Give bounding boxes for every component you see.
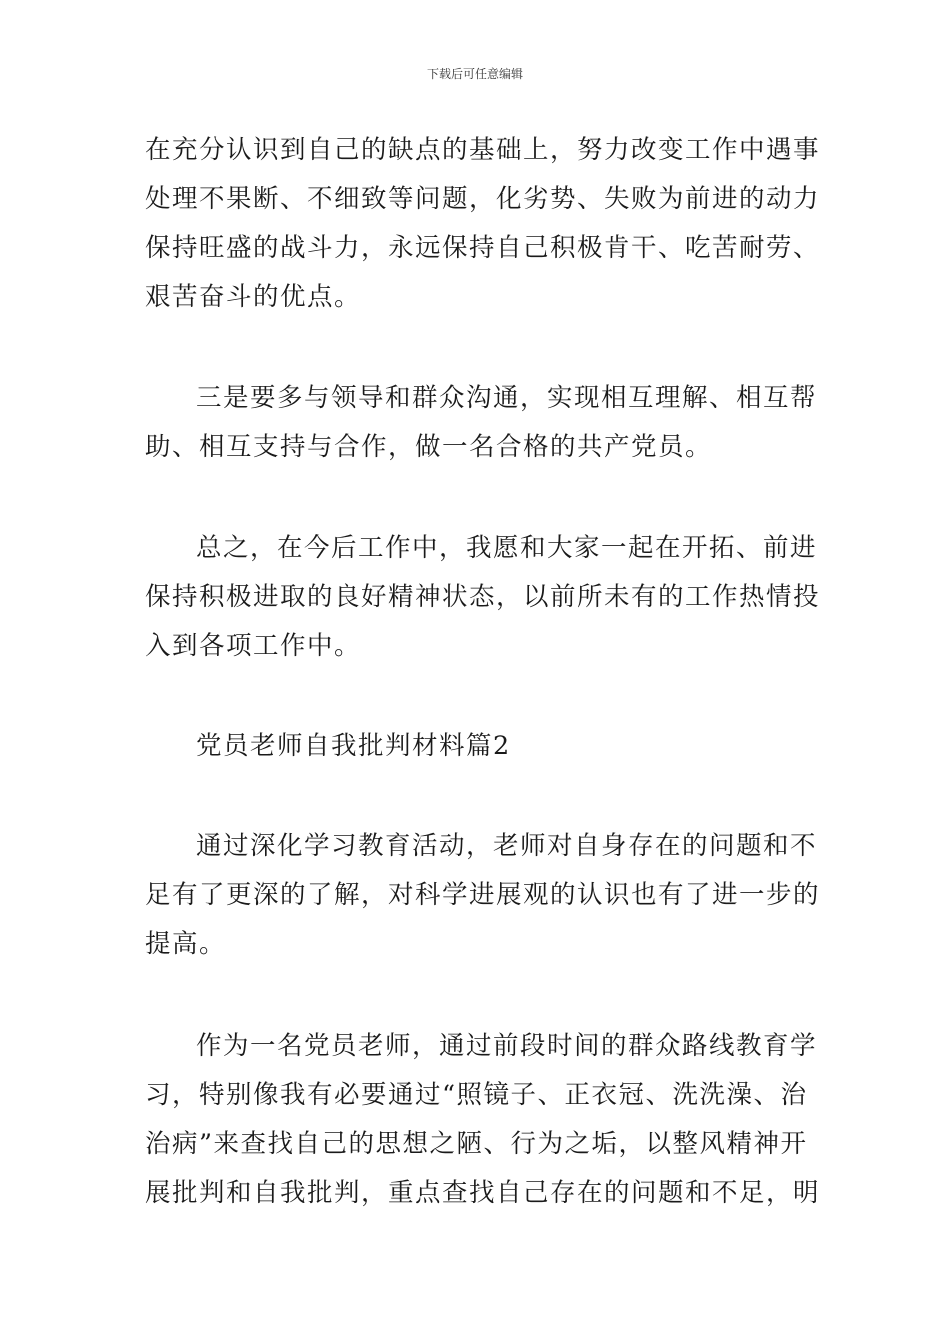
page-header: 下载后可任意编辑 <box>426 67 523 81</box>
paragraph-line: 三是要多与领导和群众沟通，实现相互理解、相互帮 <box>196 383 818 413</box>
paragraph-line: 展批判和自我批判，重点查找自己存在的问题和不足，明 <box>145 1178 821 1208</box>
section-heading: 党员老师自我批判材料篇2 <box>196 731 511 761</box>
paragraph-line: 通过深化学习教育活动，老师对自身存在的问题和不 <box>196 831 818 861</box>
paragraph-line: 保持旺盛的战斗力，永远保持自己积极肯干、吃苦耐劳、 <box>145 233 821 263</box>
paragraph-line: 艰苦奋斗的优点。 <box>145 282 362 312</box>
paragraph-line: 在充分认识到自己的缺点的基础上，努力改变工作中遇事 <box>145 135 821 165</box>
paragraph-line: 提高。 <box>145 929 227 959</box>
paragraph-line: 入到各项工作中。 <box>145 631 362 661</box>
paragraph-line: 助、相互支持与合作，做一名合格的共产党员。 <box>145 432 713 462</box>
paragraph-line: 足有了更深的了解，对科学进展观的认识也有了进一步的 <box>145 880 821 910</box>
paragraph-line: 习，特别像我有必要通过“照镜子、正衣冠、洗洗澡、治 <box>145 1080 808 1110</box>
paragraph-line: 治病”来查找自己的思想之陋、行为之垢，以整风精神开 <box>145 1129 808 1159</box>
paragraph-line: 总之，在今后工作中，我愿和大家一起在开拓、前进 <box>196 533 818 563</box>
paragraph-line: 处理不果断、不细致等问题，化劣势、失败为前进的动力 <box>145 184 821 214</box>
paragraph-line: 保持积极进取的良好精神状态，以前所未有的工作热情投 <box>145 582 821 612</box>
paragraph-line: 作为一名党员老师，通过前段时间的群众路线教育学 <box>196 1031 818 1061</box>
